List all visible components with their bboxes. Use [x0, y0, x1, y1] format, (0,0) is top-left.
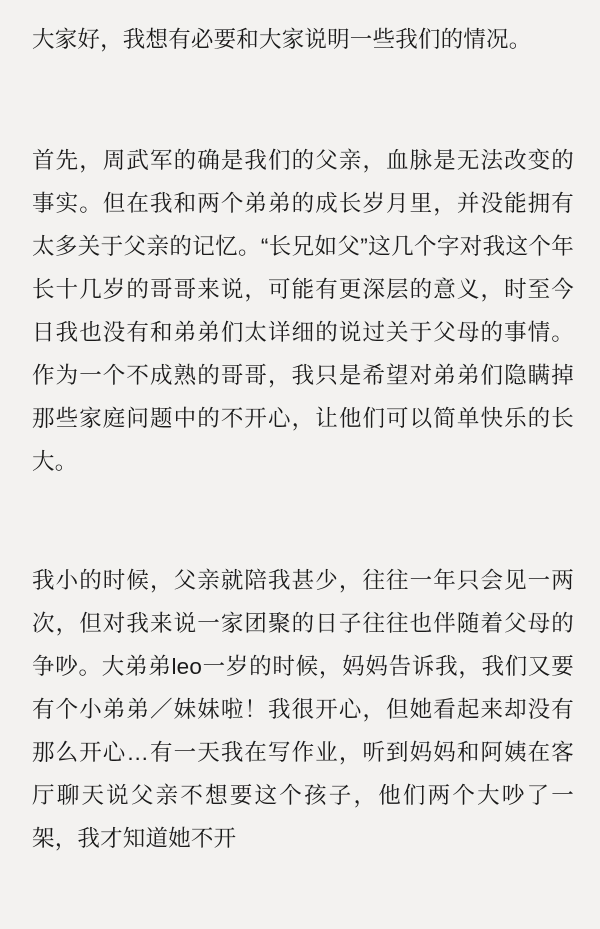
paragraph-spacer	[32, 61, 574, 139]
paragraph-body-2: 我小的时候，父亲就陪我甚少，往往一年只会见一两次，但对我来说一家团聚的日子往往也伴随着父母的争吵。大弟弟leo一岁的时候，妈妈告诉我，我们又要有个小弟弟／妹妹啦！我很开心，但她看起来却没有那么开心…有一天我在写作业，听到妈妈和阿姨在客厅聊天说父亲不想要这个孩子，他们两个大吵了一架，我才知道她不开	[32, 568, 574, 851]
paragraph-spacer-2	[32, 483, 574, 559]
paragraph-body-1: 首先，周武军的确是我们的父亲，血脉是无法改变的事实。但在我和两个弟弟的成长岁月里，并没能拥有太多关于父亲的记忆。“长兄如父”这几个字对我这个年长十几岁的哥哥来说，可能有更深层的意义，时至今日我也没有和弟弟们太详细的说过关于父母的事情。作为一个不成熟的哥哥，我只是希望对弟弟们隐瞒掉那些家庭问题中的不开心，让他们可以简单快乐的长大。	[32, 148, 574, 474]
paragraph-intro: 大家好，我想有必要和大家说明一些我们的情况。	[32, 27, 532, 52]
